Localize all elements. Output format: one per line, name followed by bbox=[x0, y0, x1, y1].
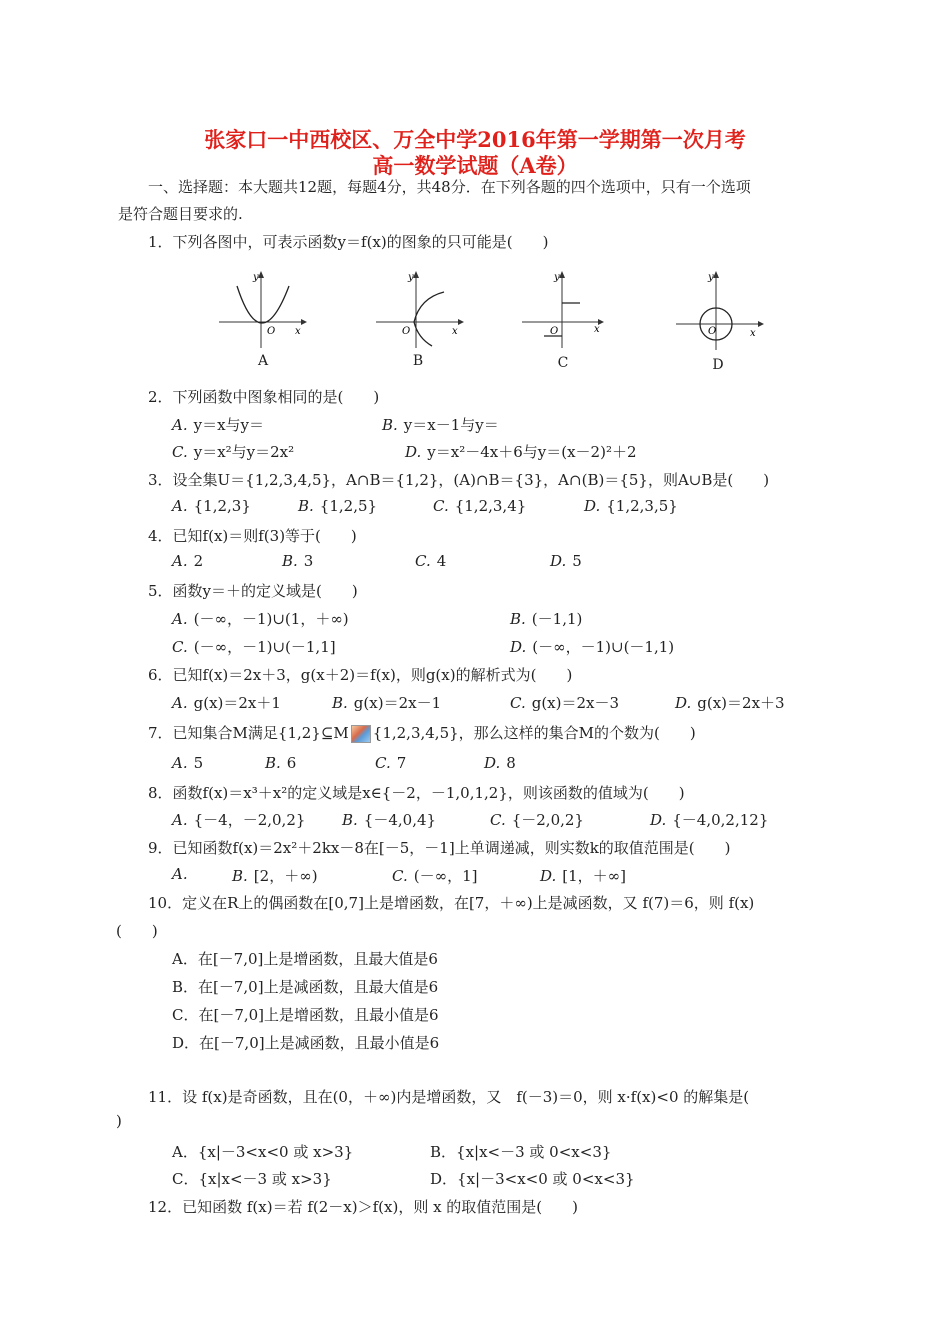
axis-y-label: y bbox=[708, 272, 714, 283]
q3-option-c[interactable] bbox=[433, 497, 526, 515]
question-8: 8．函数f(x)＝x³＋x²的定义域是x∈{－2，－1,0,1,2}，则该函数的值域为( ) bbox=[148, 784, 685, 802]
q9-option-c[interactable] bbox=[392, 865, 477, 886]
graph-c bbox=[518, 268, 618, 350]
q4-option-c[interactable] bbox=[415, 552, 446, 570]
option-text: 3 bbox=[303, 552, 314, 570]
question-12: 12．已知函数 f(x)＝若 f(2－x)＞f(x)，则 x 的取值范围是( ) bbox=[148, 1198, 579, 1216]
option-text: 6 bbox=[286, 754, 297, 772]
axis-x-label: x bbox=[295, 326, 301, 337]
option-text: g(x)＝2x－3 bbox=[531, 694, 620, 712]
option-text: {1,2,5} bbox=[319, 497, 378, 515]
option-letter: B. bbox=[342, 811, 358, 829]
question-6: 6．已知f(x)＝2x＋3，g(x＋2)＝f(x)，则g(x)的解析式为( ) bbox=[148, 666, 573, 684]
option-text: [1，＋∞] bbox=[562, 867, 627, 885]
question-7-text-end: {1,2,3,4,5}，那么这样的集合M的个数为( ) bbox=[372, 724, 696, 742]
q2-option-d[interactable] bbox=[405, 441, 637, 462]
option-letter: B. bbox=[332, 694, 348, 712]
option-letter: C. bbox=[375, 754, 391, 772]
question-7-text-start: 7．已知集合M满足{1,2}⊆M bbox=[148, 724, 349, 742]
option-letter: A. bbox=[172, 865, 188, 883]
graph-b-label: B bbox=[412, 353, 424, 369]
question-10: 10．定义在R上的偶函数在[0,7]上是增函数，在[7，＋∞)上是减函数，又 f(7)＝6，则 f(x) bbox=[148, 894, 755, 912]
option-text: y＝x与y＝ bbox=[193, 416, 265, 434]
option-letter: C. bbox=[415, 552, 431, 570]
q11-option-a[interactable]: A．{x|－3<x<0 或 x>3} bbox=[172, 1143, 354, 1161]
axis-origin-label: O bbox=[708, 326, 717, 337]
option-text: {1,2,3,5} bbox=[606, 497, 678, 515]
q7-option-d[interactable] bbox=[484, 754, 516, 772]
option-letter: D. bbox=[405, 443, 422, 461]
option-letter: B. bbox=[265, 754, 281, 772]
q6-option-b[interactable] bbox=[332, 692, 441, 713]
option-letter: B. bbox=[382, 416, 398, 434]
axis-y-label: y bbox=[408, 272, 414, 283]
option-letter: C. bbox=[172, 638, 188, 656]
option-letter: A. bbox=[172, 416, 188, 434]
option-text: [2，＋∞) bbox=[253, 867, 318, 885]
axis-y-label: y bbox=[554, 272, 560, 283]
option-text: {－4,0,4} bbox=[363, 811, 437, 829]
q11-option-c[interactable]: C．{x|x<－3 或 x>3} bbox=[172, 1170, 332, 1188]
axis-origin-label: O bbox=[267, 326, 276, 337]
option-letter: A. bbox=[172, 552, 188, 570]
q4-option-b[interactable] bbox=[282, 552, 313, 570]
option-letter: C. bbox=[172, 443, 188, 461]
q5-option-b[interactable] bbox=[510, 608, 582, 629]
q10-option-b[interactable]: B．在[－7,0]上是减函数，且最大值是6 bbox=[172, 978, 439, 996]
section-intro-cont: 是符合题目要求的. bbox=[118, 205, 243, 223]
q4-option-a[interactable] bbox=[172, 552, 203, 570]
question-7 bbox=[148, 722, 696, 743]
option-text: {－2,0,2} bbox=[511, 811, 584, 829]
option-letter: A. bbox=[172, 694, 188, 712]
q5-option-d[interactable] bbox=[510, 636, 674, 657]
option-text: y＝x－1与y＝ bbox=[403, 416, 499, 434]
option-text: g(x)＝2x－1 bbox=[353, 694, 442, 712]
axis-origin-label: O bbox=[402, 326, 411, 337]
option-letter: C. bbox=[490, 811, 506, 829]
question-4: 4．已知f(x)＝则f(3)等于( ) bbox=[148, 527, 357, 545]
q9-option-d[interactable] bbox=[540, 865, 626, 886]
q8-option-b[interactable] bbox=[342, 809, 436, 830]
option-text: {－4,0,2,12} bbox=[672, 811, 769, 829]
option-text: 5 bbox=[193, 754, 204, 772]
axis-x-label: x bbox=[750, 328, 756, 339]
q11-option-d[interactable]: D．{x|－3<x<0 或 0<x<3} bbox=[430, 1170, 635, 1188]
q3-option-d[interactable] bbox=[584, 497, 678, 515]
question-1: 1．下列各图中，可表示函数y＝f(x)的图象的只可能是( ) bbox=[148, 233, 549, 251]
q7-option-a[interactable] bbox=[172, 754, 203, 772]
option-letter: A. bbox=[172, 497, 188, 515]
graph-a-label: A bbox=[257, 353, 269, 369]
graph-c-label: C bbox=[557, 355, 569, 371]
option-text: {1,2,3,4} bbox=[454, 497, 527, 515]
option-letter: C. bbox=[510, 694, 526, 712]
broken-image-icon bbox=[351, 725, 371, 743]
option-text: 5 bbox=[572, 552, 582, 570]
option-letter: B. bbox=[282, 552, 298, 570]
graph-d-label: D bbox=[712, 357, 724, 373]
option-letter: D. bbox=[584, 497, 601, 515]
option-letter: B. bbox=[510, 610, 526, 628]
option-letter: B. bbox=[298, 497, 314, 515]
option-text: (－∞，－1)∪(1，＋∞) bbox=[193, 610, 349, 628]
q7-option-c[interactable] bbox=[375, 754, 406, 772]
question-10-paren: ( ) bbox=[116, 922, 158, 940]
option-text: {－4，－2,0,2} bbox=[193, 811, 306, 829]
axis-origin-label: O bbox=[550, 326, 559, 337]
q5-option-a[interactable] bbox=[172, 608, 349, 629]
q9-option-a[interactable] bbox=[172, 865, 194, 883]
option-text: (－∞，－1)∪(－1,1) bbox=[532, 638, 675, 656]
option-letter: A. bbox=[172, 811, 188, 829]
q8-option-d[interactable] bbox=[650, 809, 768, 830]
option-letter: D. bbox=[510, 638, 527, 656]
option-letter: D. bbox=[540, 867, 557, 885]
option-letter: C. bbox=[433, 497, 449, 515]
option-text: 2 bbox=[193, 552, 204, 570]
question-11-paren: ) bbox=[116, 1112, 122, 1130]
option-text: g(x)＝2x＋3 bbox=[697, 694, 785, 712]
question-2: 2．下列函数中图象相同的是( ) bbox=[148, 388, 380, 406]
axis-y-label: y bbox=[253, 272, 259, 283]
option-text: y＝x²－4x＋6与y＝(x－2)²＋2 bbox=[427, 443, 637, 461]
q8-option-a[interactable] bbox=[172, 809, 305, 830]
option-text: (－1,1) bbox=[531, 610, 583, 628]
option-text: (－∞，1] bbox=[413, 867, 478, 885]
option-letter: D. bbox=[675, 694, 692, 712]
q7-option-b[interactable] bbox=[265, 754, 296, 772]
option-letter: A. bbox=[172, 754, 188, 772]
q2-option-b[interactable] bbox=[382, 414, 499, 435]
q10-option-d[interactable]: D．在[－7,0]上是减函数，且最小值是6 bbox=[172, 1034, 440, 1052]
q2-option-c[interactable] bbox=[172, 441, 294, 462]
option-letter: B. bbox=[232, 867, 248, 885]
q2-option-a[interactable] bbox=[172, 414, 264, 435]
option-text: (－∞，－1)∪(－1,1] bbox=[193, 638, 336, 656]
option-text: y＝x²与y＝2x² bbox=[193, 443, 295, 461]
option-text: 7 bbox=[396, 754, 407, 772]
axis-x-label: x bbox=[594, 324, 600, 335]
section-intro: 一、选择题：本大题共12题，每题4分，共48分．在下列各题的四个选项中，只有一个选项 bbox=[148, 178, 751, 196]
q3-option-b[interactable] bbox=[298, 497, 377, 515]
q6-option-a[interactable] bbox=[172, 692, 281, 713]
axis-x-label: x bbox=[452, 326, 458, 337]
option-letter: A. bbox=[172, 610, 188, 628]
option-text: 8 bbox=[506, 754, 516, 772]
exam-title: 张家口一中西校区、万全中学2016年第一学期第一次月考 bbox=[204, 127, 746, 152]
q11-option-b[interactable]: B．{x|x<－3 或 0<x<3} bbox=[430, 1143, 612, 1161]
q6-option-d[interactable] bbox=[675, 692, 785, 713]
option-text: g(x)＝2x＋1 bbox=[193, 694, 281, 712]
question-3: 3．设全集U＝{1,2,3,4,5}，A∩B＝{1,2}，(A)∩B＝{3}，A∩(B)＝{5}，则A∪B是( ) bbox=[148, 471, 770, 489]
q8-option-c[interactable] bbox=[490, 809, 584, 830]
option-text: {1,2,3} bbox=[193, 497, 251, 515]
q4-option-d[interactable] bbox=[550, 552, 582, 570]
q5-option-c[interactable] bbox=[172, 636, 336, 657]
question-11: 11．设 f(x)是奇函数，且在(0，＋∞)内是增函数，又 f(－3)＝0，则 x·f(x)<0 的解集是( bbox=[148, 1088, 750, 1106]
option-letter: D. bbox=[650, 811, 667, 829]
q3-option-a[interactable] bbox=[172, 497, 251, 515]
option-letter: D. bbox=[550, 552, 567, 570]
graph-d bbox=[672, 268, 772, 350]
graph-b bbox=[372, 268, 472, 350]
q10-option-a[interactable]: A．在[－7,0]上是增函数，且最大值是6 bbox=[172, 950, 438, 968]
q10-option-c[interactable]: C．在[－7,0]上是增函数，且最小值是6 bbox=[172, 1006, 439, 1024]
graph-a bbox=[215, 268, 315, 350]
option-letter: C. bbox=[392, 867, 408, 885]
q9-option-b[interactable] bbox=[232, 865, 318, 886]
question-9: 9．已知函数f(x)＝2x²＋2kx－8在[－5，－1]上单调递减，则实数k的取值范围是( ) bbox=[148, 839, 731, 857]
q6-option-c[interactable] bbox=[510, 692, 619, 713]
option-text: 4 bbox=[436, 552, 447, 570]
question-5: 5．函数y＝＋的定义域是( ) bbox=[148, 582, 358, 600]
exam-subtitle: 高一数学试题（A卷） bbox=[372, 153, 578, 178]
option-letter: D. bbox=[484, 754, 501, 772]
